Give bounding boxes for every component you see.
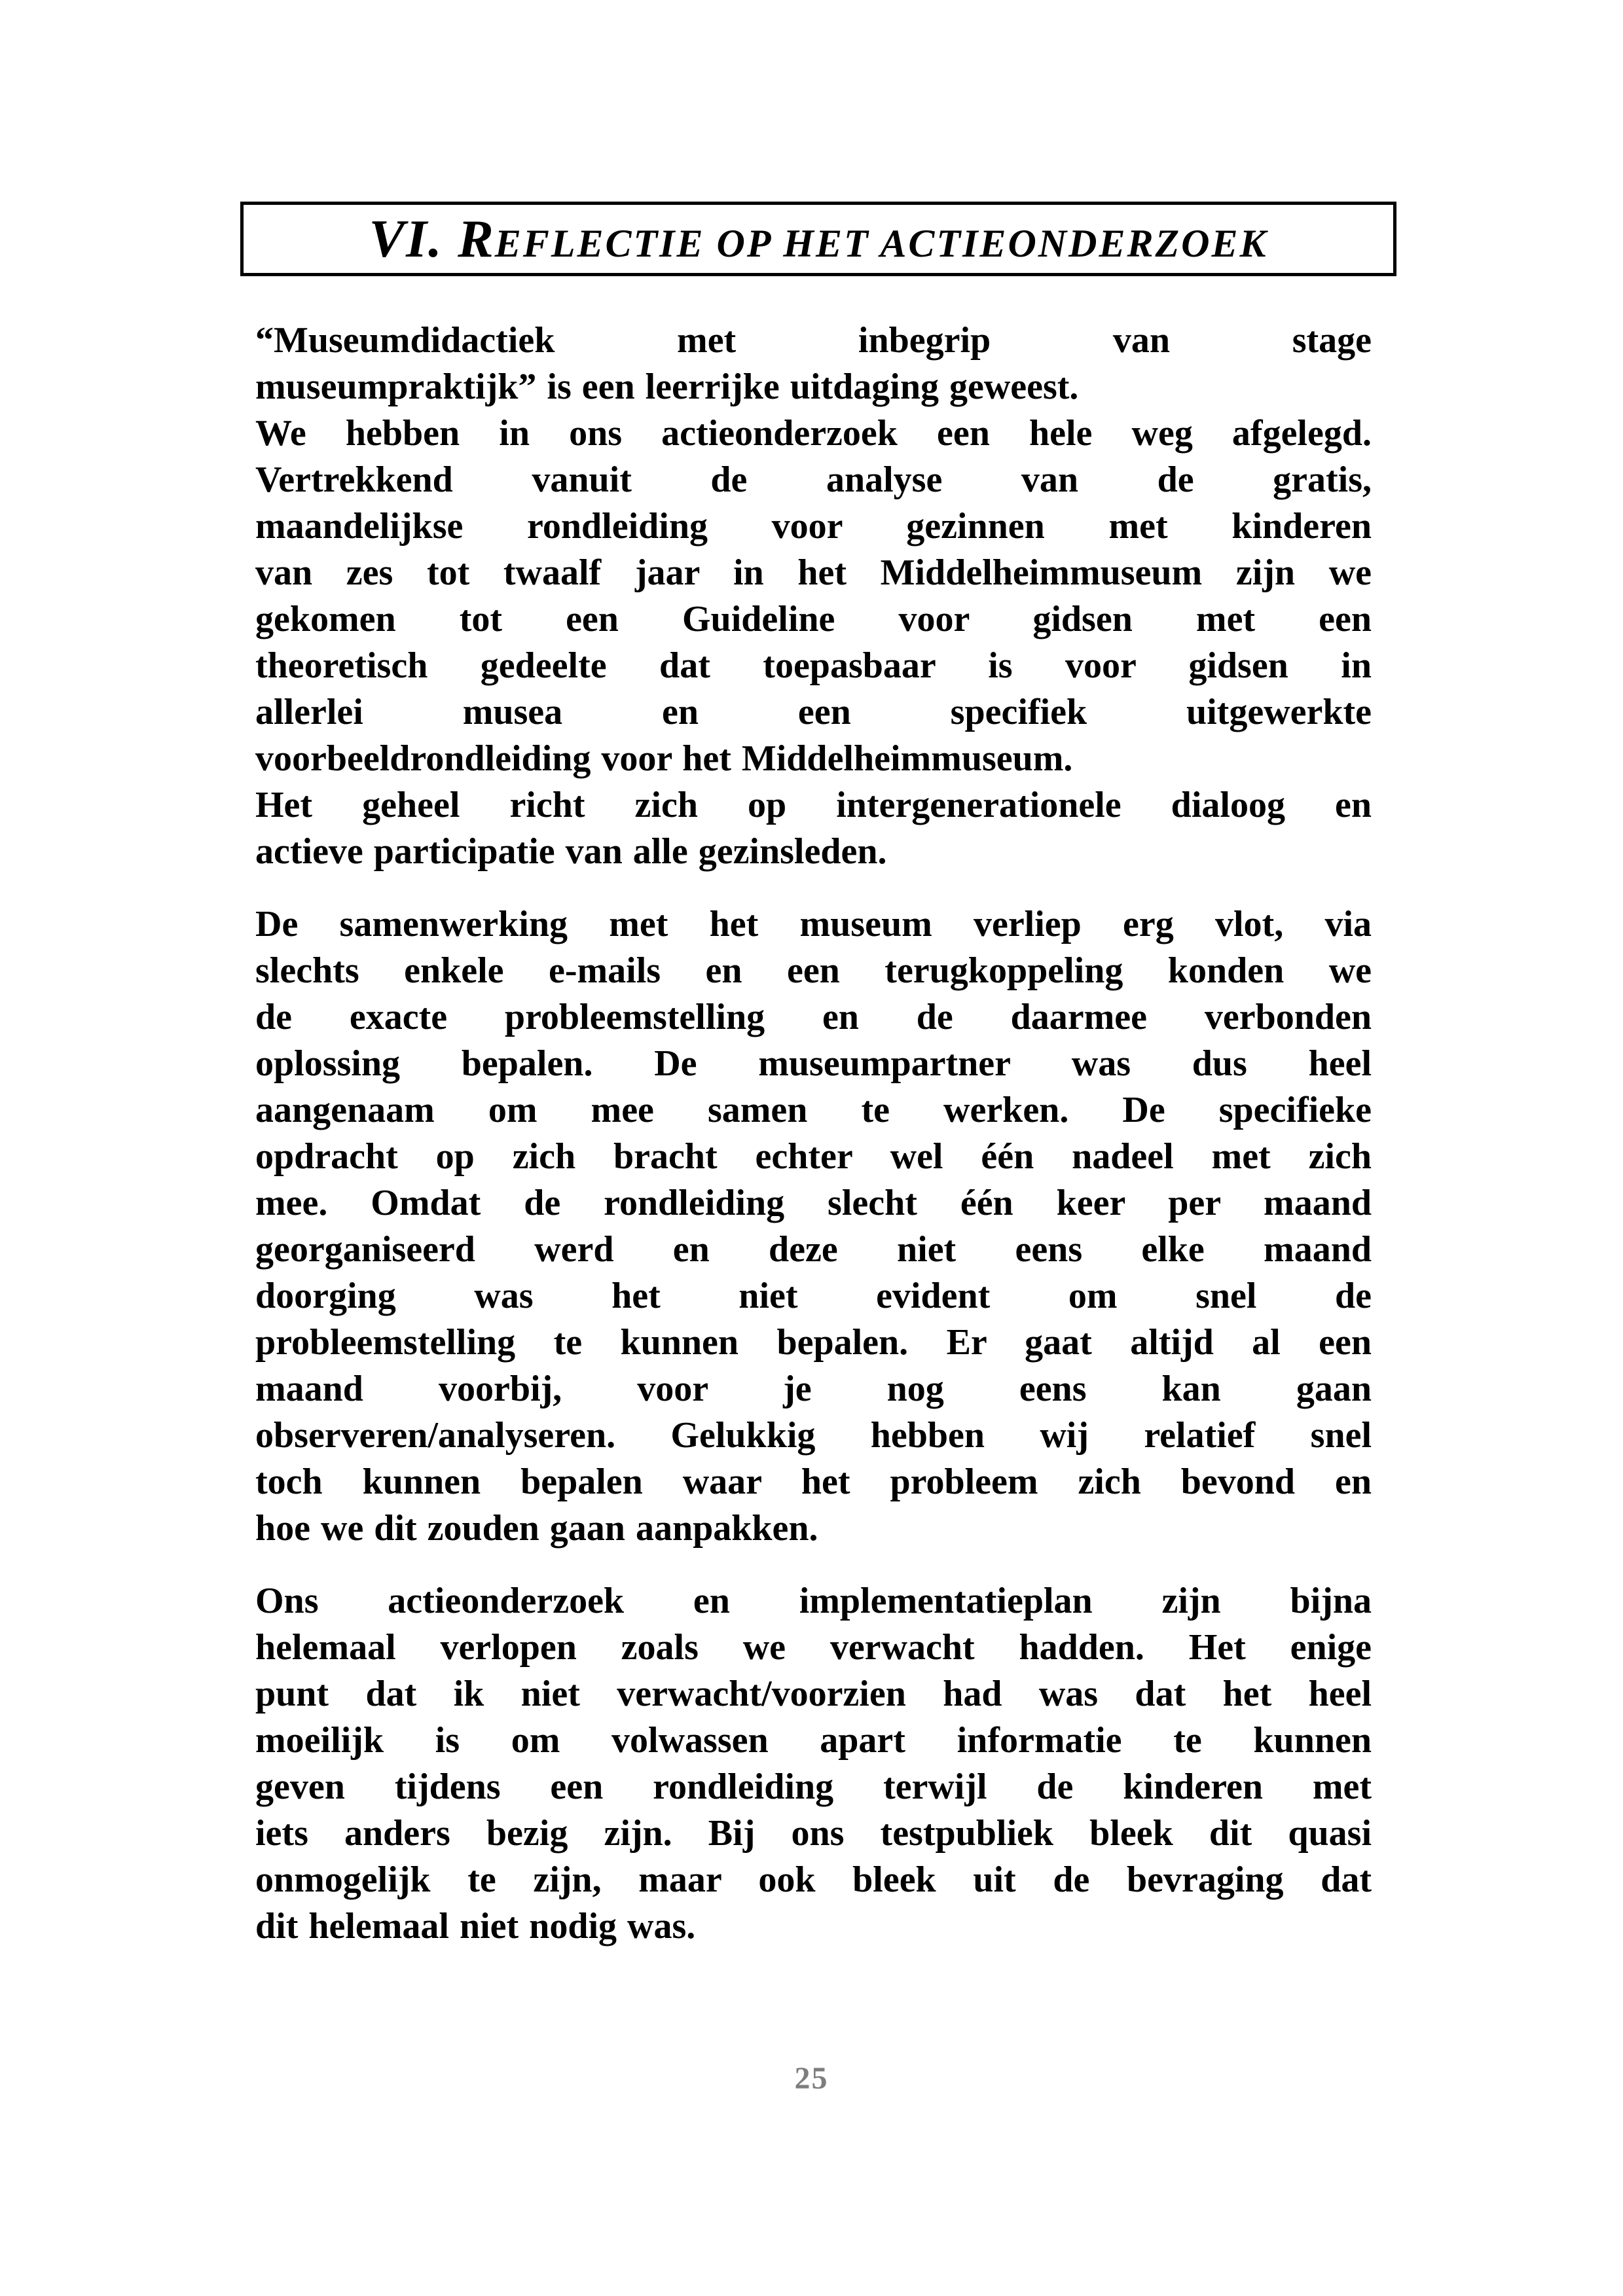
- text-line: theoretisch gedeelte dat toepasbaar is voor gidsen in: [255, 645, 1372, 686]
- paragraph: [255, 901, 1372, 1552]
- paragraph: [255, 410, 1372, 782]
- section-title-rest: EFLECTIE OP HET ACTIEONDERZOEK: [494, 222, 1268, 265]
- section-title-box: [240, 202, 1396, 276]
- text-line: georganiseerd werd en deze niet eens elke maand: [255, 1229, 1372, 1270]
- text-line: observeren/analyseren. Gelukkig hebben wij relatief snel: [255, 1415, 1372, 1456]
- text-line: probleemstelling te kunnen bepalen. Er gaat altijd al een: [255, 1322, 1372, 1363]
- paragraph: [255, 317, 1372, 410]
- text-line: Ons actieonderzoek en implementatieplan zijn bijna: [255, 1581, 1372, 1621]
- text-line: De samenwerking met het museum verliep erg vlot, via: [255, 904, 1372, 944]
- body-text: [255, 317, 1372, 1950]
- text-line: helemaal verlopen zoals we verwacht hadden. Het enige: [255, 1627, 1372, 1668]
- text-line: geven tijdens een rondleiding terwijl de kinderen met: [255, 1767, 1372, 1807]
- text-line: toch kunnen bepalen waar het probleem zich bevond en: [255, 1462, 1372, 1502]
- text-line: iets anders bezig zijn. Bij ons testpubliek bleek dit quasi: [255, 1813, 1372, 1854]
- text-line: aangenaam om mee samen te werken. De specifieke: [255, 1090, 1372, 1130]
- text-line: “Museumdidactiek met inbegrip van stage: [255, 320, 1372, 361]
- text-line: Vertrekkend vanuit de analyse van de gratis,: [255, 459, 1372, 500]
- text-line: We hebben in ons actieonderzoek een hele weg afgelegd.: [255, 413, 1372, 454]
- paragraph: [255, 782, 1372, 875]
- section-title-lead: VI. R: [369, 209, 495, 268]
- text-line: doorging was het niet evident om snel de: [255, 1276, 1372, 1316]
- section-title: [369, 209, 1268, 268]
- text-line: voorbeeldrondleiding voor het Middelheimmuseum.: [255, 738, 1073, 779]
- text-line: moeilijk is om volwassen apart informatie te kunnen: [255, 1720, 1372, 1761]
- text-line: de exacte probleemstelling en de daarmee verbonden: [255, 997, 1372, 1037]
- text-line: gekomen tot een Guideline voor gidsen met een: [255, 599, 1372, 639]
- text-line: maandelijkse rondleiding voor gezinnen met kinderen: [255, 506, 1372, 547]
- text-line: hoe we dit zouden gaan aanpakken.: [255, 1508, 818, 1549]
- text-line: mee. Omdat de rondleiding slecht één keer per maand: [255, 1183, 1372, 1223]
- page-number: 25: [794, 2061, 829, 2096]
- text-line: slechts enkele e-mails en een terugkoppeling konden we: [255, 950, 1372, 991]
- text-line: actieve participatie van alle gezinsleden.: [255, 831, 887, 872]
- text-line: maand voorbij, voor je nog eens kan gaan: [255, 1369, 1372, 1409]
- text-line: dit helemaal niet nodig was.: [255, 1906, 696, 1946]
- text-line: opdracht op zich bracht echter wel één nadeel met zich: [255, 1136, 1372, 1177]
- text-line: museumpraktijk” is een leerrijke uitdaging geweest.: [255, 367, 1079, 407]
- paragraph: [255, 1578, 1372, 1950]
- text-line: punt dat ik niet verwacht/voorzien had was dat het heel: [255, 1674, 1372, 1714]
- text-line: oplossing bepalen. De museumpartner was dus heel: [255, 1043, 1372, 1084]
- text-line: van zes tot twaalf jaar in het Middelheimmuseum zijn we: [255, 552, 1372, 593]
- text-line: allerlei musea en een specifiek uitgewerkte: [255, 692, 1372, 732]
- text-line: Het geheel richt zich op intergenerationele dialoog en: [255, 785, 1372, 825]
- text-line: onmogelijk te zijn, maar ook bleek uit de bevraging dat: [255, 1859, 1372, 1900]
